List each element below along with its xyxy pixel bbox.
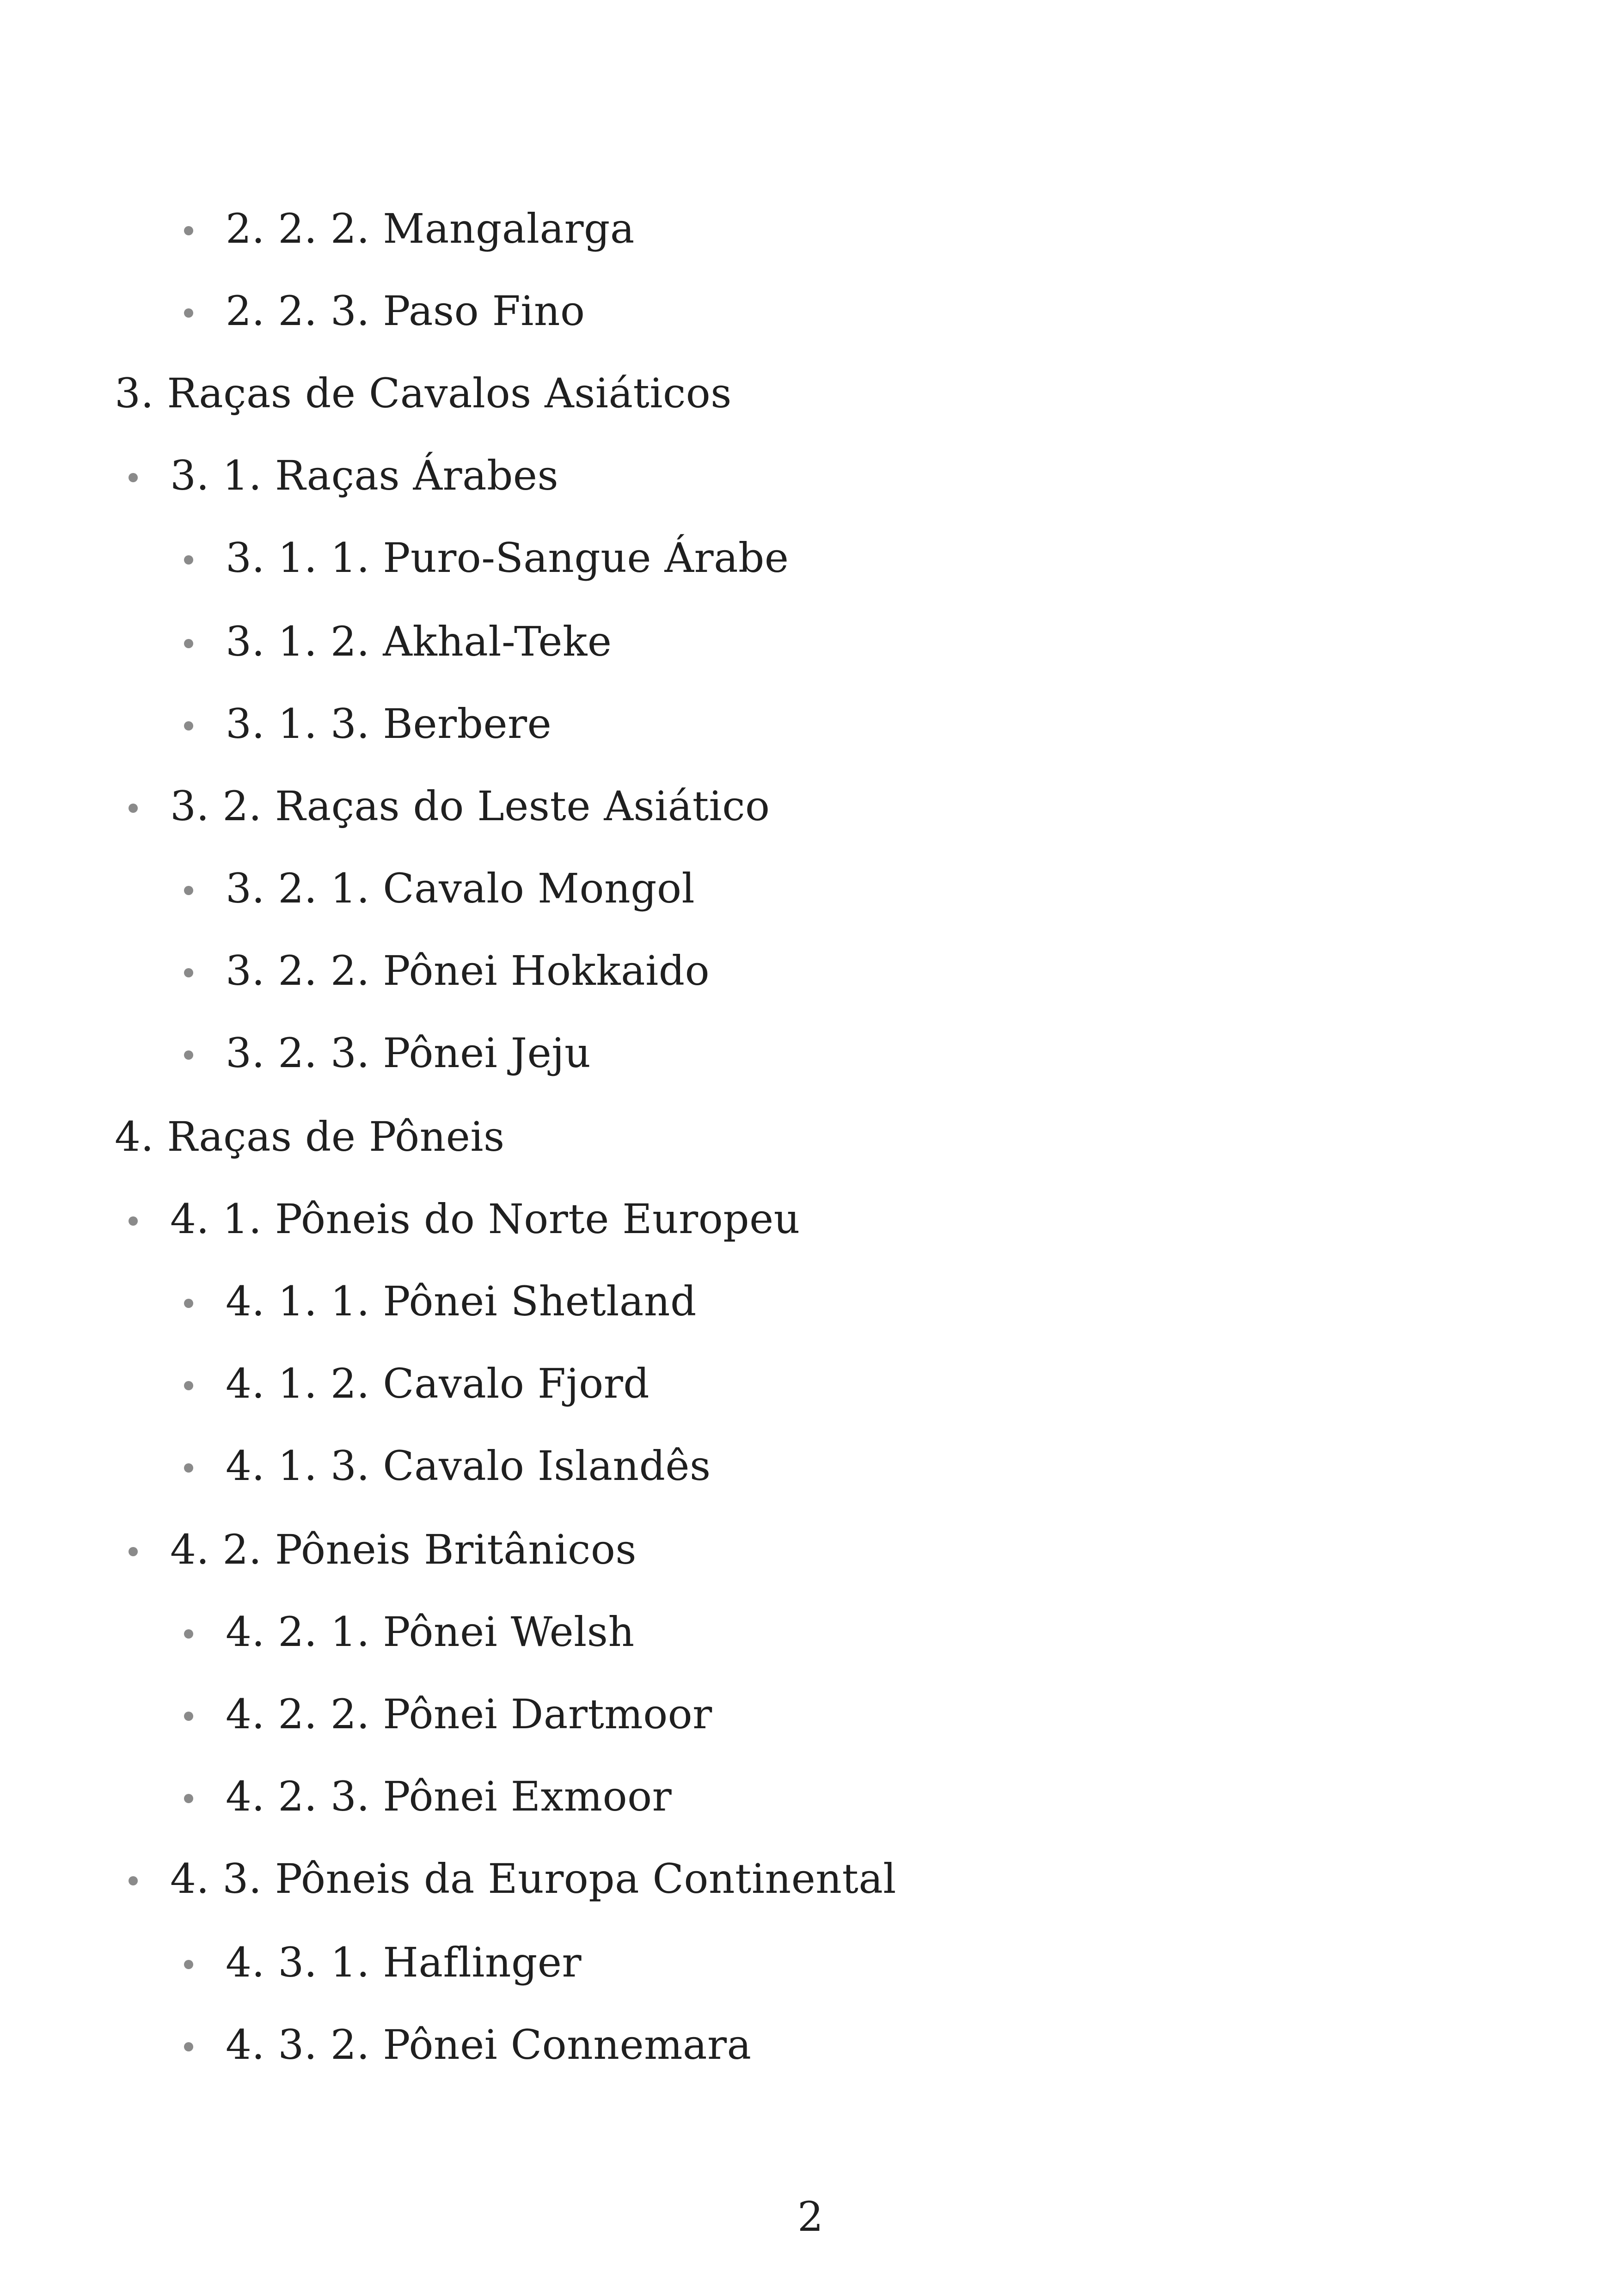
toc-item <box>226 1443 711 1489</box>
toc-item-text: 4. 3. 1. Haflinger <box>226 1939 582 1986</box>
toc-item-text: 3. 1. Raças Árabes <box>170 452 559 499</box>
toc-item <box>170 453 558 499</box>
page-number: 2 <box>797 2193 823 2241</box>
bullet-icon <box>184 1381 193 1390</box>
toc-item <box>226 1774 672 1820</box>
bullet-icon <box>184 1629 193 1639</box>
toc-item-text: 4. 1. 2. Cavalo Fjord <box>226 1360 650 1407</box>
toc-item <box>170 783 770 829</box>
bullet-icon <box>184 968 193 977</box>
bullet-icon <box>184 1050 193 1060</box>
toc-item <box>170 1196 800 1242</box>
toc-item-text: 2. 2. 2. Mangalarga <box>226 205 635 252</box>
bullet-icon <box>184 1463 193 1473</box>
bullet-icon <box>184 721 193 731</box>
bullet-icon <box>184 555 193 565</box>
toc-item-text: 3. Raças de Cavalos Asiáticos <box>115 369 732 417</box>
bullet-icon <box>129 804 138 813</box>
toc-item <box>226 206 635 252</box>
toc-item <box>226 1691 712 1737</box>
toc-item-text: 4. 1. 3. Cavalo Islandês <box>226 1442 711 1490</box>
toc-item-text: 3. 1. 2. Akhal-Teke <box>226 618 612 665</box>
toc-item-text: 2. 2. 3. Paso Fino <box>226 287 585 335</box>
toc-item-text: 4. 2. 1. Pônei Welsh <box>226 1608 635 1656</box>
toc-item <box>226 535 789 581</box>
toc-item-text: 3. 2. 1. Cavalo Mongol <box>226 865 695 912</box>
bullet-icon <box>184 2042 193 2051</box>
bullet-icon <box>184 226 193 235</box>
bullet-icon <box>184 639 193 648</box>
toc-item <box>226 288 585 334</box>
toc-item <box>226 866 695 912</box>
bullet-icon <box>129 1876 138 1885</box>
toc-item <box>226 2022 751 2068</box>
bullet-icon <box>184 1794 193 1803</box>
toc-item-text: 4. 2. Pôneis Britânicos <box>170 1526 637 1573</box>
toc-item-text: 3. 2. 3. Pônei Jeju <box>226 1029 591 1077</box>
bullet-icon <box>184 308 193 318</box>
toc-section-heading <box>115 1114 505 1160</box>
bullet-icon <box>184 1960 193 1969</box>
toc-item <box>226 1278 697 1325</box>
toc-item <box>226 1609 635 1655</box>
toc-item-text: 4. 2. 3. Pônei Exmoor <box>226 1773 672 1820</box>
toc-item-text: 4. 3. 2. Pônei Connemara <box>226 2021 752 2069</box>
bullet-icon <box>129 1547 138 1556</box>
toc-item <box>226 701 552 747</box>
toc-item-text: 4. 1. 1. Pônei Shetland <box>226 1277 697 1325</box>
bullet-icon <box>129 1216 138 1226</box>
toc-item <box>226 948 710 994</box>
bullet-icon <box>184 886 193 895</box>
toc-item <box>226 1361 650 1407</box>
toc-item-text: 3. 2. Raças do Leste Asiático <box>170 782 770 830</box>
toc-item-text: 4. Raças de Pôneis <box>115 1113 505 1160</box>
toc-item <box>170 1856 896 1902</box>
toc-item <box>226 1940 582 1986</box>
toc-item-text: 3. 2. 2. Pônei Hokkaido <box>226 947 710 995</box>
toc-item-text: 4. 2. 2. Pônei Dartmoor <box>226 1690 712 1738</box>
toc-item-text: 3. 1. 1. Puro-Sangue Árabe <box>226 534 789 582</box>
toc-item-text: 3. 1. 3. Berbere <box>226 700 552 748</box>
toc-item <box>170 1527 637 1573</box>
bullet-icon <box>184 1299 193 1308</box>
toc-item <box>226 1030 591 1076</box>
toc-section-heading <box>115 370 732 417</box>
toc-item-text: 4. 3. Pôneis da Europa Continental <box>170 1855 896 1903</box>
toc-item <box>226 619 612 665</box>
toc-item-text: 4. 1. Pôneis do Norte Europeu <box>170 1195 800 1243</box>
bullet-icon <box>184 1712 193 1721</box>
bullet-icon <box>129 473 138 482</box>
